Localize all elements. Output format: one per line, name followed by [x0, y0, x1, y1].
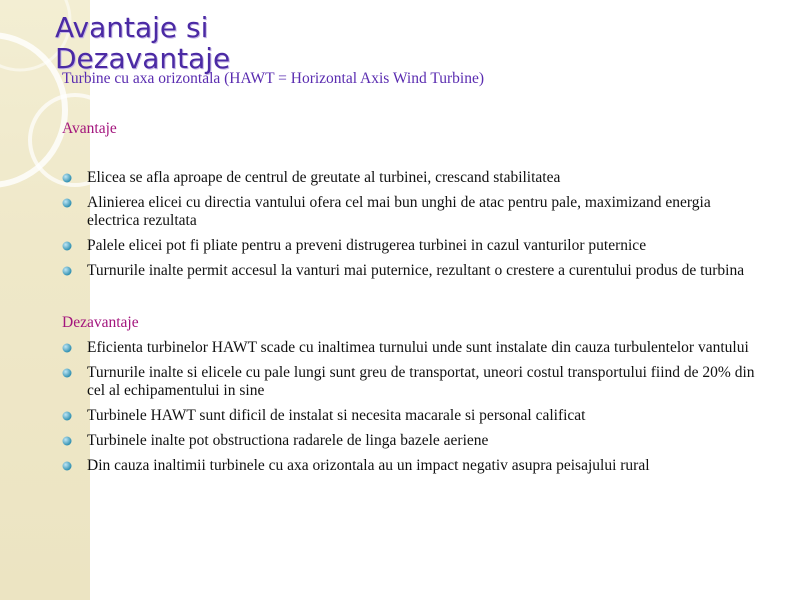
list-item [62, 262, 762, 280]
list-item [62, 364, 762, 400]
list-item-text: Din cauza inaltimii turbinele cu axa orizontala au un impact negativ asupra peisajului rural [87, 457, 650, 474]
list-item [62, 237, 762, 255]
bullet-icon [62, 461, 72, 471]
list-item [62, 407, 762, 425]
list-item [62, 339, 762, 357]
list-item [62, 457, 762, 475]
list-item-text: Elicea se afla aproape de centrul de greutate al turbinei, crescand stabilitatea [87, 169, 561, 186]
list-item-text: Alinierea elicei cu directia vantului ofera cel mai bun unghi de atac pentru pale, maximizand energia electrica rezultata [87, 194, 711, 229]
bullet-icon [62, 436, 72, 446]
list-item [62, 169, 762, 187]
list-item-text: Turnurile inalte permit accesul la vanturi mai puternice, rezultant o crestere a curentului produs de turbina [87, 262, 745, 279]
disadvantages-heading: Dezavantaje [62, 314, 139, 331]
bullet-icon [62, 343, 72, 353]
bullet-icon [62, 368, 72, 378]
list-item-text: Turbinele HAWT sunt dificil de instalat si necesita macarale si personal calificat [87, 407, 586, 424]
list-item-text: Eficienta turbinelor HAWT scade cu inaltimea turnului unde sunt instalate din cauza turbulentelor vantului [87, 339, 749, 356]
disadvantages-list [62, 339, 762, 475]
bullet-icon [62, 198, 72, 208]
list-item-text: Palele elicei pot fi pliate pentru a preveni distrugerea turbinei in cazul vanturilor puternice [87, 237, 647, 254]
advantages-list [62, 169, 762, 280]
bullet-icon [62, 241, 72, 251]
list-item [62, 194, 762, 230]
advantages-heading: Avantaje [62, 120, 117, 137]
list-item-text: Turnurile inalte si elicele cu pale lungi sunt greu de transportat, uneori costul transportului fiind de 20% din cel al echipamentului in sine [87, 364, 755, 399]
bullet-icon [62, 173, 72, 183]
bullet-icon [62, 266, 72, 276]
bullet-icon [62, 411, 72, 421]
slide-subtitle: Turbine cu axa orizontala (HAWT = Horizontal Axis Wind Turbine) [62, 70, 485, 87]
slide-body [62, 70, 762, 482]
list-item [62, 432, 762, 450]
list-item-text: Turbinele inalte pot obstructiona radarele de linga bazele aeriene [87, 432, 489, 449]
slide-title: Avantaje si Dezavantaje [55, 11, 231, 75]
